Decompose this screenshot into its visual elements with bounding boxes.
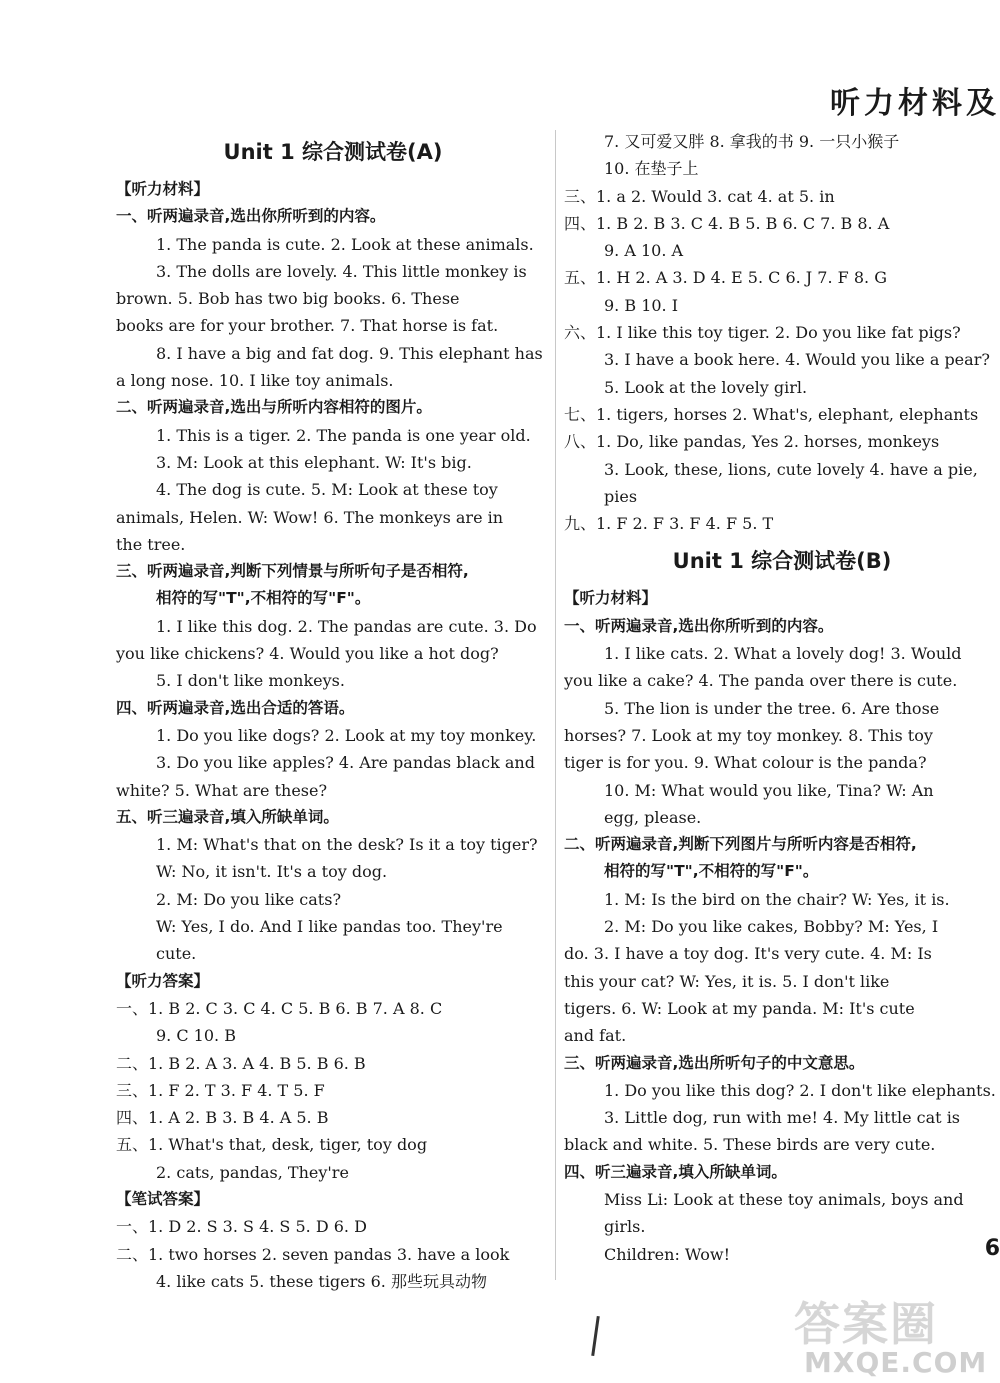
text-line: you like chickens? 4. Would you like a hot dog? bbox=[116, 644, 499, 664]
text-line: a long nose. 10. I like toy animals. bbox=[116, 371, 394, 391]
text-line: 3. M: Look at this elephant. W: It's big. bbox=[156, 452, 472, 472]
right-answers-content bbox=[564, 128, 1000, 537]
text-line: 2. M: Do you like cakes, Bobby? M: Yes, I bbox=[604, 917, 939, 937]
text-line: the tree. bbox=[116, 534, 186, 554]
text-line: 1. Do you like dogs? 2. Look at my toy monkey. bbox=[156, 725, 537, 745]
page-header-title: 听力材料及 bbox=[830, 86, 1000, 121]
text-line: animals, Helen. W: Wow! 6. The monkeys are in bbox=[116, 507, 504, 527]
answer-line: 四、1. B 2. B 3. C 4. B 5. B 6. C 7. B 8. A bbox=[564, 213, 890, 233]
watermark-main-text: 答案圈 bbox=[794, 1297, 938, 1351]
text-line: tigers. 6. W: Look at my panda. M: It's cute bbox=[564, 998, 915, 1018]
text-line: 2. M: Do you like cats? bbox=[156, 889, 342, 909]
text-line: 3. The dolls are lovely. 4. This little monkey is bbox=[156, 261, 527, 281]
text-line: 4. like cats 5. these tigers 6. 那些玩具动物 bbox=[156, 1271, 487, 1291]
text-line: 9. C 10. B bbox=[156, 1026, 236, 1046]
text-line: 5. Look at the lovely girl. bbox=[604, 377, 808, 397]
unit-title-b: Unit 1 综合测试卷(B) bbox=[672, 549, 892, 574]
answer-line: 九、1. F 2. F 3. F 4. F 5. T bbox=[564, 514, 774, 534]
text-line: white? 5. What are these? bbox=[116, 780, 328, 800]
text-line: W: Yes, I do. And I like pandas too. They're bbox=[156, 917, 503, 937]
text-line: brown. 5. Bob has two big books. 6. These bbox=[116, 289, 460, 309]
text-line: 1. I like this dog. 2. The pandas are cute. 3. Do bbox=[156, 616, 537, 636]
answer-line: 二、1. B 2. A 3. A 4. B 5. B 6. B bbox=[116, 1053, 366, 1073]
text-line: Children: Wow! bbox=[604, 1244, 731, 1264]
section-heading: 三、听两遍录音,选出所听句子的中文意思。 bbox=[564, 1053, 865, 1072]
text-line: W: No, it isn't. It's a toy dog. bbox=[156, 862, 388, 882]
section-heading: 四、听两遍录音,选出合适的答语。 bbox=[116, 698, 355, 717]
section-heading: 二、听两遍录音,选出与所听内容相符的图片。 bbox=[116, 398, 432, 417]
section-heading: 一、听两遍录音,选出你所听到的内容。 bbox=[116, 207, 386, 226]
text-line: 3. I have a book here. 4. Would you like a pear? bbox=[604, 350, 990, 370]
text-line: 1. Do you like this dog? 2. I don't like elephants. bbox=[604, 1080, 996, 1100]
answer-line: 七、1. tigers, horses 2. What's, elephant, elephants bbox=[564, 404, 979, 424]
text-line: 10. 在垫子上 bbox=[604, 159, 699, 179]
answer-line: 四、1. A 2. B 3. B 4. A 5. B bbox=[116, 1108, 329, 1128]
section-heading: 四、听三遍录音,填入所缺单词。 bbox=[564, 1162, 787, 1181]
text-line: 3. Little dog, run with me! 4. My little cat is bbox=[604, 1108, 961, 1128]
text-line: books are for your brother. 7. That horse is fat. bbox=[116, 316, 499, 336]
text-line: Miss Li: Look at these toy animals, boys and bbox=[604, 1189, 964, 1209]
block-label: 【听力材料】 bbox=[116, 180, 210, 198]
text-line: cute. bbox=[156, 944, 197, 964]
text-line: this your cat? W: Yes, it is. 5. I don't like bbox=[564, 971, 890, 991]
page-number: 6 bbox=[984, 1236, 1000, 1261]
left-column bbox=[116, 128, 550, 1295]
watermark-sub-text: MXQE.COM bbox=[804, 1346, 988, 1379]
text-line: 5. The lion is under the tree. 6. Are those bbox=[604, 698, 940, 718]
text-line: 5. I don't like monkeys. bbox=[156, 671, 345, 691]
text-line: 1. I like cats. 2. What a lovely dog! 3. Would bbox=[604, 644, 962, 664]
text-line: 9. A 10. A bbox=[604, 241, 684, 261]
text-line: 7. 又可爱又胖 8. 拿我的书 9. 一只小猴子 bbox=[604, 132, 900, 151]
answer-line: 三、1. a 2. Would 3. cat 4. at 5. in bbox=[564, 186, 835, 206]
section-heading: 相符的写"T",不相符的写"F"。 bbox=[156, 589, 371, 608]
answer-line: 六、1. I like this toy tiger. 2. Do you like fat pigs? bbox=[564, 323, 961, 343]
answer-line: 五、1. H 2. A 3. D 4. E 5. C 6. J 7. F 8. G bbox=[564, 268, 887, 288]
text-line: 10. M: What would you like, Tina? W: An bbox=[604, 780, 934, 800]
text-line: 9. B 10. I bbox=[604, 295, 679, 315]
watermark-logo bbox=[794, 1288, 1000, 1383]
text-line: 2. cats, pandas, They're bbox=[156, 1162, 349, 1182]
right-column bbox=[564, 128, 1000, 1268]
answer-line: 一、1. B 2. C 3. C 4. C 5. B 6. B 7. A 8. C bbox=[116, 998, 443, 1018]
text-line: pies bbox=[604, 486, 638, 506]
text-line: 3. Do you like apples? 4. Are pandas black and bbox=[156, 753, 535, 773]
text-line: 8. I have a big and fat dog. 9. This elephant has bbox=[156, 343, 543, 363]
text-line: and fat. bbox=[564, 1026, 627, 1046]
unit-title-a: Unit 1 综合测试卷(A) bbox=[223, 140, 443, 164]
text-line: girls. bbox=[604, 1217, 646, 1237]
text-line: do. 3. I have a toy dog. It's very cute. 4. M: Is bbox=[564, 944, 932, 964]
section-heading: 三、听两遍录音,判断下列情景与所听句子是否相符, bbox=[116, 562, 469, 581]
section-heading: 一、听两遍录音,选出你所听到的内容。 bbox=[564, 616, 834, 635]
text-line: tiger is for you. 9. What colour is the panda? bbox=[564, 753, 927, 773]
text-line: black and white. 5. These birds are very cute. bbox=[564, 1135, 936, 1155]
section-heading: 二、听两遍录音,判断下列图片与所听内容是否相符, bbox=[564, 835, 917, 854]
text-line: 1. M: Is the bird on the chair? W: Yes, it is. bbox=[604, 889, 950, 909]
text-line: 3. Look, these, lions, cute lovely 4. have a pie, bbox=[604, 459, 978, 479]
column-divider bbox=[555, 130, 556, 1280]
text-line: horses? 7. Look at my toy monkey. 8. This toy bbox=[564, 725, 933, 745]
answer-line: 八、1. Do, like pandas, Yes 2. horses, monkeys bbox=[564, 432, 940, 452]
text-line: 1. This is a tiger. 2. The panda is one year old. bbox=[156, 425, 531, 445]
answer-line: 五、1. What's that, desk, tiger, toy dog bbox=[116, 1135, 428, 1155]
block-label: 【笔试答案】 bbox=[116, 1189, 210, 1208]
text-line: 1. The panda is cute. 2. Look at these animals. bbox=[156, 234, 534, 254]
answer-line: 二、1. two horses 2. seven pandas 3. have a look bbox=[116, 1244, 510, 1264]
right-content bbox=[564, 585, 1000, 1267]
text-line: 4. The dog is cute. 5. M: Look at these toy bbox=[156, 480, 498, 500]
section-heading: 五、听三遍录音,填入所缺单词。 bbox=[116, 807, 339, 826]
text-line: egg, please. bbox=[604, 807, 702, 827]
answer-line: 一、1. D 2. S 3. S 4. S 5. D 6. D bbox=[116, 1217, 367, 1237]
block-label: 【听力材料】 bbox=[564, 589, 658, 608]
text-line: you like a cake? 4. The panda over there is cute. bbox=[564, 671, 958, 691]
block-label: 【听力答案】 bbox=[116, 971, 210, 990]
left-content bbox=[116, 176, 550, 1295]
section-heading: 相符的写"T",不相符的写"F"。 bbox=[604, 862, 819, 881]
answer-line: 三、1. F 2. T 3. F 4. T 5. F bbox=[116, 1080, 325, 1100]
text-line: 1. M: What's that on the desk? Is it a toy tiger? bbox=[156, 835, 538, 855]
pen-mark bbox=[591, 1316, 600, 1356]
